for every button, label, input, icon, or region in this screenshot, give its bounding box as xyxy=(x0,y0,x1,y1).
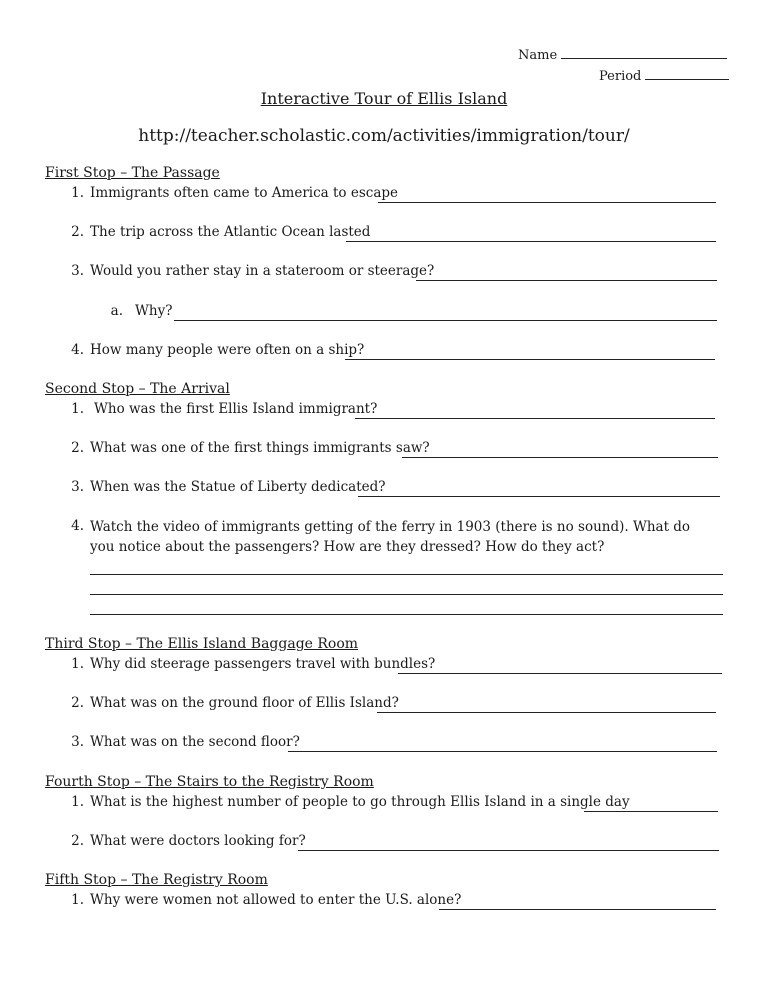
question-text: What is the highest number of people to go through Ellis Island in a single day xyxy=(90,794,630,810)
tour-url: http://teacher.scholastic.com/activities/immigration/tour/ xyxy=(138,126,630,146)
answer-line-1-3a[interactable] xyxy=(174,320,717,321)
question-text: How many people were often on a ship? xyxy=(90,342,365,358)
answer-line-5-1[interactable] xyxy=(439,909,716,910)
question-text: The trip across the Atlantic Ocean lasted xyxy=(90,224,371,240)
answer-line-4-1[interactable] xyxy=(584,811,718,812)
section-heading-first-stop: First Stop – The Passage xyxy=(45,165,220,181)
question-text: Why were women not allowed to enter the U.S. alone? xyxy=(90,892,462,908)
answer-line-4-2[interactable] xyxy=(298,850,719,851)
question-text: What was one of the first things immigrants saw? xyxy=(90,440,430,456)
question-text: Why did steerage passengers travel with bundles? xyxy=(90,656,436,672)
question-text: When was the Statue of Liberty dedicated? xyxy=(90,479,386,495)
question-number: 1. xyxy=(71,794,84,810)
question-number: 1. xyxy=(71,656,84,672)
question-number: 2. xyxy=(71,833,84,849)
page-title: Interactive Tour of Ellis Island xyxy=(260,89,508,108)
name-field xyxy=(518,46,727,63)
answer-line-2-1[interactable] xyxy=(355,418,715,419)
answer-line-2-4-b[interactable] xyxy=(90,594,723,595)
question-number: 3. xyxy=(71,479,84,495)
question-number: 1. xyxy=(71,401,84,417)
answer-line-1-1[interactable] xyxy=(378,202,716,203)
name-label: Name xyxy=(518,48,558,63)
section-heading-third-stop: Third Stop – The Ellis Island Baggage Room xyxy=(45,636,359,652)
answer-line-2-3[interactable] xyxy=(358,496,720,497)
question-number: 3. xyxy=(71,734,84,750)
question-number: 2. xyxy=(71,440,84,456)
question-number: 1. xyxy=(71,185,84,201)
answer-line-3-3[interactable] xyxy=(288,751,717,752)
question-text: Immigrants often came to America to escape xyxy=(90,185,399,201)
question-text: Would you rather stay in a stateroom or steerage? xyxy=(90,263,435,279)
question-text: What were doctors looking for? xyxy=(90,833,306,849)
question-text: What was on the second floor? xyxy=(90,734,300,750)
question-text: What was on the ground floor of Ellis Island? xyxy=(90,695,399,711)
answer-line-3-2[interactable] xyxy=(377,712,716,713)
period-field xyxy=(599,67,729,84)
answer-line-2-4-a[interactable] xyxy=(90,574,723,575)
question-number: 3. xyxy=(71,263,84,279)
section-heading-fifth-stop: Fifth Stop – The Registry Room xyxy=(45,872,268,888)
question-number: 4. xyxy=(71,518,84,534)
question-2-4-text: Watch the video of immigrants getting of the ferry in 1903 (there is no sound). What do you notice about the passengers? How are they dressed? How do they act? xyxy=(90,519,691,555)
question-text: Why? xyxy=(135,303,173,319)
answer-line-1-4[interactable] xyxy=(345,359,715,360)
period-answer-line[interactable] xyxy=(645,67,729,80)
question-number: 1. xyxy=(71,892,84,908)
name-answer-line[interactable] xyxy=(561,46,727,59)
question-number: a. xyxy=(110,303,123,319)
question-text: Who was the first Ellis Island immigrant? xyxy=(94,401,378,417)
answer-line-3-1[interactable] xyxy=(398,673,722,674)
answer-line-2-4-c[interactable] xyxy=(90,614,723,615)
answer-line-1-3[interactable] xyxy=(416,280,717,281)
section-heading-second-stop: Second Stop – The Arrival xyxy=(45,381,230,397)
period-label: Period xyxy=(599,69,642,84)
question-number: 2. xyxy=(71,695,84,711)
answer-line-2-2[interactable] xyxy=(402,457,718,458)
answer-line-1-2[interactable] xyxy=(346,241,716,242)
section-heading-fourth-stop: Fourth Stop – The Stairs to the Registry Room xyxy=(45,774,374,790)
question-number: 2. xyxy=(71,224,84,240)
question-number: 4. xyxy=(71,342,84,358)
